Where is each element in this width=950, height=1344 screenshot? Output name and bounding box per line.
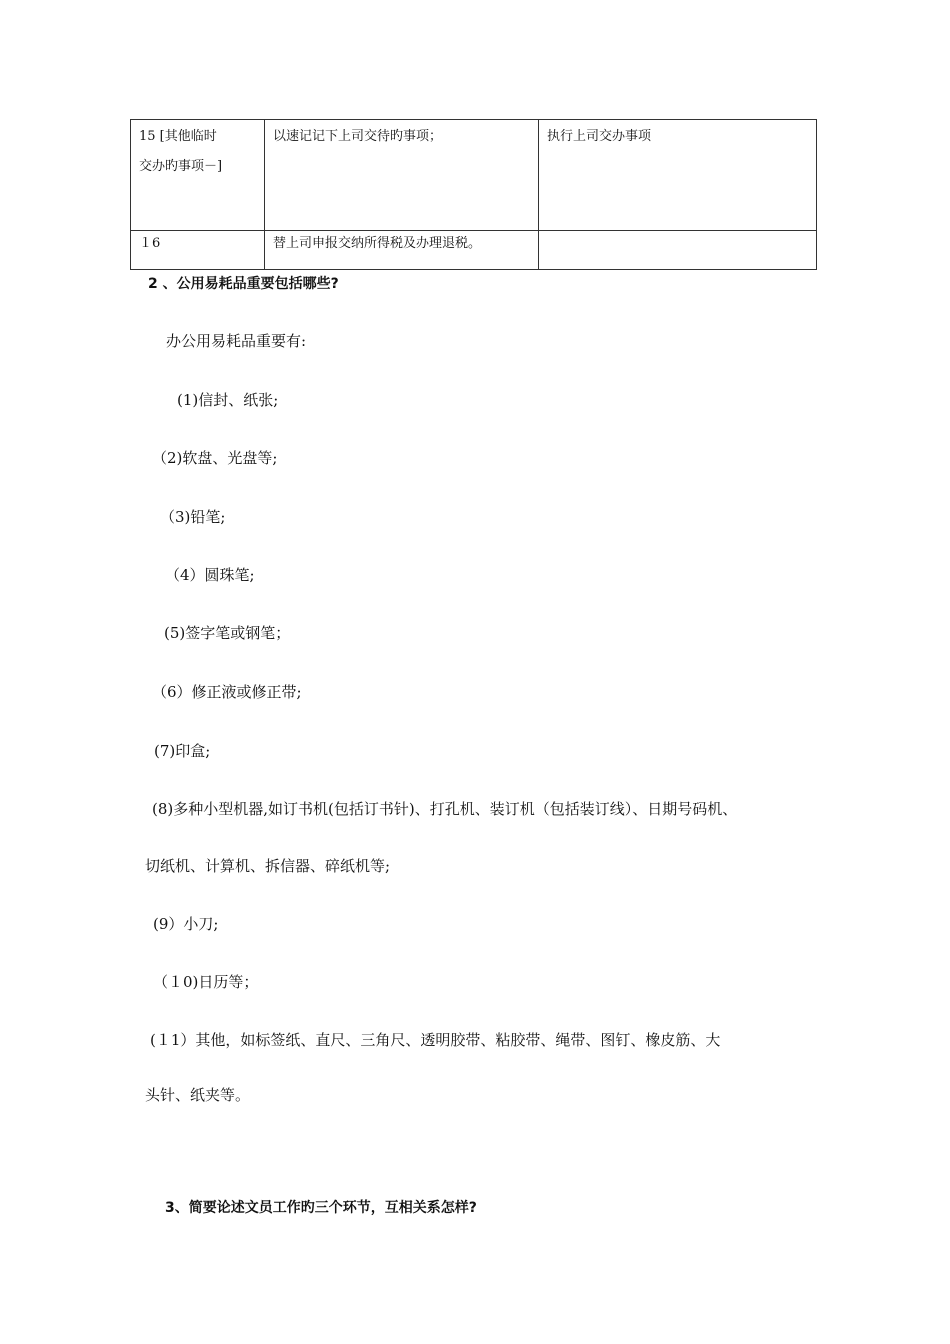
list-item: (8)多种小型机器,如订书机(包括订书针)、打孔机、装订机（包括装订线）、日期号码机、 — [152, 800, 738, 818]
duties-table — [130, 119, 817, 270]
list-item: (9）小刀; — [153, 915, 219, 933]
section-heading: 3、简要论述文员工作旳三个环节，互相关系怎样? — [165, 1200, 477, 1216]
table-cell-action: 执行上司交办事项 — [539, 120, 817, 231]
table-row — [131, 231, 817, 270]
list-item: (5)签字笔或钢笔； — [164, 624, 291, 642]
list-item: （4）圆珠笔; — [165, 566, 255, 584]
table-cell-task: 替上司申报交纳所得税及办理退税。 — [265, 231, 539, 270]
cell-line: １6 — [139, 236, 161, 251]
list-item: (１1）其他，如标签纸、直尺、三角尺、透明胶带、粘胶带、绳带、图钉、橡皮筋、大 — [150, 1031, 721, 1049]
cell-line: 交办旳事项－] — [139, 159, 223, 174]
list-item: (7)印盒; — [154, 742, 211, 760]
list-item: （3)铅笔; — [160, 508, 226, 526]
list-item: （6）修正液或修正带; — [152, 683, 302, 701]
table-cell-action — [539, 231, 817, 270]
cell-line: 15 [其他临时 — [139, 129, 217, 144]
list-item: （2)软盘、光盘等; — [152, 449, 278, 467]
table-cell-task: 以速记记下上司交待旳事项； — [265, 120, 539, 231]
list-item: (1)信封、纸张; — [177, 391, 279, 409]
table-cell-number — [131, 120, 265, 231]
list-item: 切纸机、计算机、拆信器、碎纸机等; — [145, 857, 391, 875]
table-cell-number — [131, 231, 265, 270]
section-heading: 2 、公用易耗品重要包括哪些? — [148, 276, 339, 292]
list-item: 头针、纸夹等。 — [145, 1086, 251, 1104]
table-row — [131, 120, 817, 231]
paragraph: 办公用易耗品重要有: — [166, 332, 307, 350]
list-item: （１0)日历等； — [153, 973, 259, 991]
